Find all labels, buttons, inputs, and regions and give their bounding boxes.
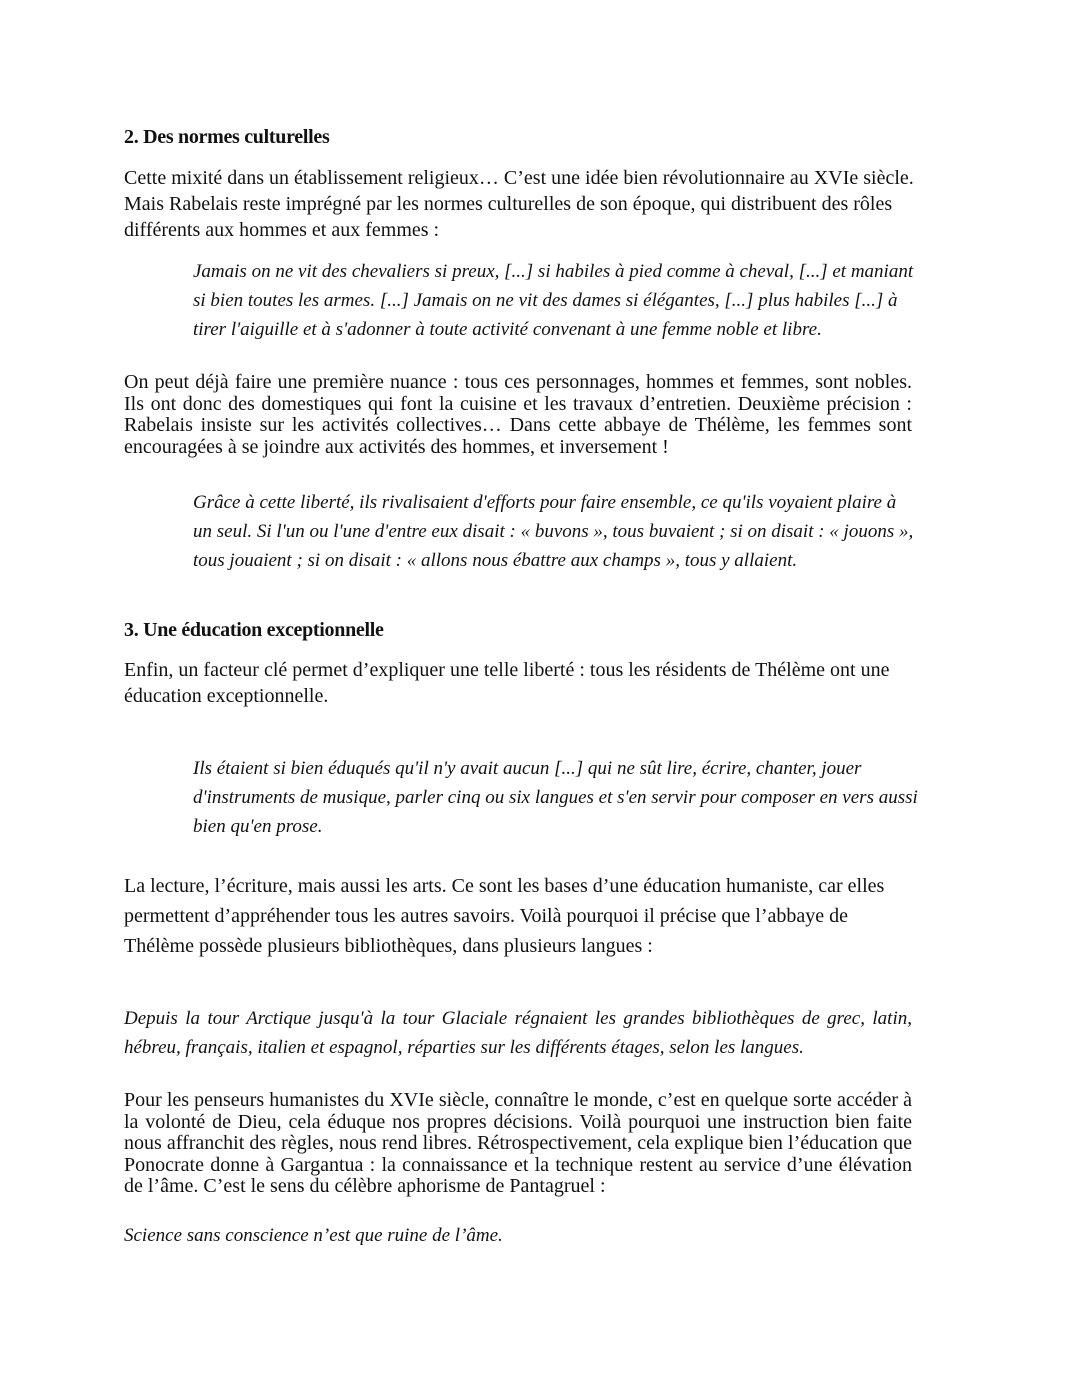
section-3-quote-1: Ils étaient si bien éduqués qu'il n'y avait aucun [...] qui ne sût lire, écrire, chanter, jouer d'instruments de musique, parler cinq ou six langues et s'en servir pour composer en vers aussi bien qu'en prose. [193, 758, 918, 837]
section-2-paragraph-1: Cette mixité dans un établissement religieux… C’est une idée bien révolutionnaire au XVIe siècle. Mais Rabelais reste imprégné par les normes culturelles de son époque, qui distribuent des rôles différents aux hommes et aux femmes : [124, 167, 914, 241]
section-3-paragraph-3: Pour les penseurs humanistes du XVIe siècle, connaître le monde, c’est en quelque sorte accéder à la volonté de Dieu, cela éduque nos propres décisions. Voilà pourquoi une instruction bien faite nous affranchit des règles, nous rend libres. Rétrospectivement, cela explique bien l’éducation que Ponocrate donne à Gargantua : la connaissance et la technique restent au service d’une élévation de l’âme. C’est le sens du célèbre aphorisme de Pantagruel : [124, 1089, 912, 1197]
section-3-paragraph-2: La lecture, l’écriture, mais aussi les arts. Ce sont les bases d’une éducation humaniste, car elles permettent d’appréhender tous les autres savoirs. Voilà pourquoi il précise que l’abbaye de Thélème possède plusieurs bibliothèques, dans plusieurs langues : [124, 875, 885, 957]
section-3-quote-2: Depuis la tour Arctique jusqu'à la tour Glaciale régnaient les grandes bibliothèques de grec, latin, hébreu, français, italien et espagnol, réparties sur les différents étages, selon les langues. [124, 1008, 912, 1058]
section-3-heading: 3. Une éducation exceptionnelle [124, 619, 384, 641]
section-3-paragraph-1: Enfin, un facteur clé permet d’expliquer une telle liberté : tous les résidents de Thélème ont une éducation exceptionnelle. [124, 659, 890, 707]
section-2-heading: 2. Des normes culturelles [124, 126, 330, 148]
section-2-paragraph-2: On peut déjà faire une première nuance : tous ces personnages, hommes et femmes, sont nobles. Ils ont donc des domestiques qui font la cuisine et les travaux d’entretien. Deuxième précision : Rabelais insiste sur les activités collectives… Dans cette abbaye de Thélème, les femmes sont encouragées à se joindre aux activités des hommes, et inversement ! [124, 371, 912, 458]
closing-aphorism: Science sans conscience n’est que ruine de l’âme. [124, 1225, 503, 1246]
section-2-quote-2: Grâce à cette liberté, ils rivalisaient d'efforts pour faire ensemble, ce qu'ils voyaient plaire à un seul. Si l'un ou l'une d'entre eux disait : « buvons », tous buvaient ; si on disait : « jouons », tous jouaient ; si on disait : « allons nous ébattre aux champs », tous y allaient. [193, 492, 914, 571]
section-2-quote-1: Jamais on ne vit des chevaliers si preux, [...] si habiles à pied comme à cheval, [...] et maniant si bien toutes les armes. [...] Jamais on ne vit des dames si élégantes, [...] plus habiles [...] à tirer l'aiguille et à s'adonner à toute activité convenant à une femme noble et libre. [193, 261, 914, 340]
